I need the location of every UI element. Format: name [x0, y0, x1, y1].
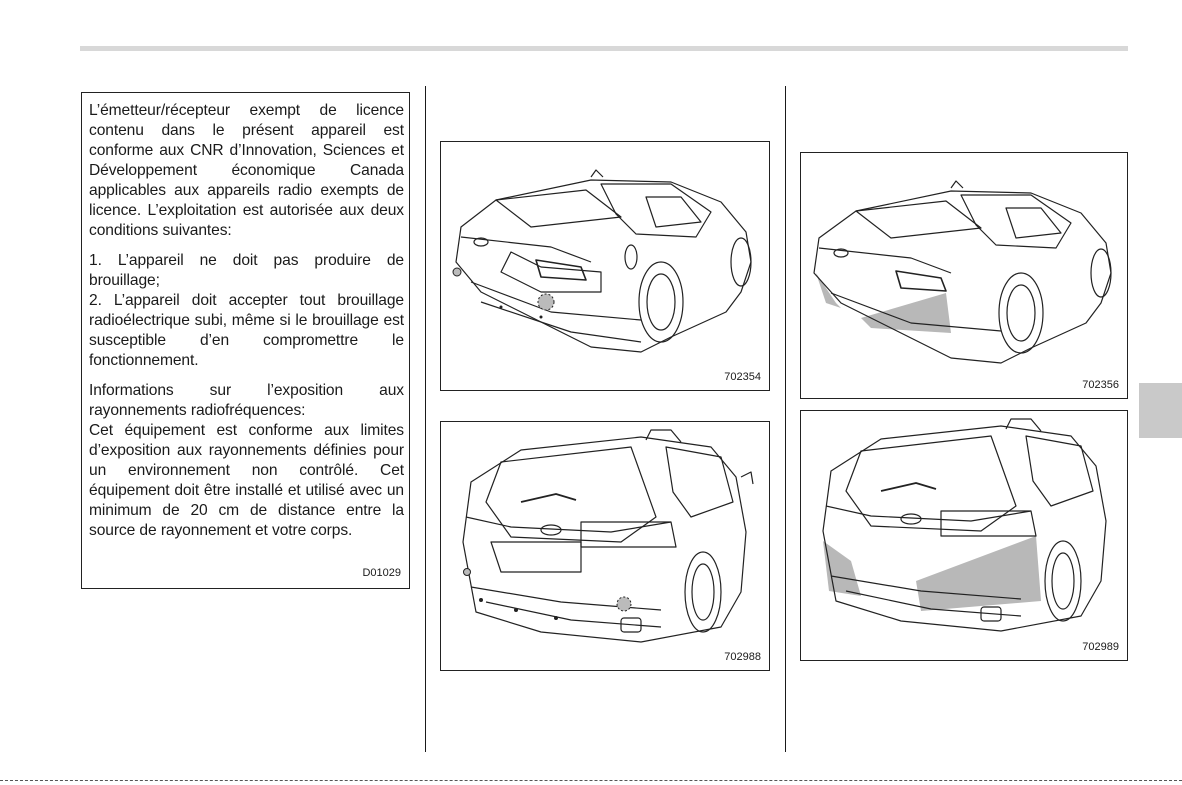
figure-wagon-sensors [440, 421, 770, 671]
column-divider-2 [785, 86, 786, 752]
notice-exposure-text: Cet équipement est conforme aux limites d’exposition aux rayonnements définies pour un environnement non contrôlé. Cet équipement doit être installé et utilisé avec un minimum de 20 cm de distance entre la source de rayonnement et votre corps. [89, 422, 404, 539]
figure-sedan-sensors [440, 141, 770, 391]
figure-code: 702988 [724, 651, 761, 663]
wagon-illustration [441, 422, 771, 672]
chapter-tab [1139, 383, 1182, 438]
top-rule [80, 46, 1128, 51]
notice-code: D01029 [362, 567, 401, 579]
figure-code: 702354 [724, 371, 761, 383]
sedan-zones-illustration [801, 153, 1129, 400]
figure-sedan-zones [800, 152, 1128, 399]
notice-exposure-heading: Informations sur l’exposition aux rayonnements radiofréquences: [89, 382, 404, 419]
sedan-illustration [441, 142, 771, 392]
figure-code: 702356 [1082, 379, 1119, 391]
column-divider-1 [425, 86, 426, 752]
notice-condition-2: 2. L’appareil doit accepter tout brouillage radioélectrique subi, même si le brouillage est susceptible d’en compromettre le fonctionnement. [89, 292, 404, 369]
notice-condition-1: 1. L’appareil ne doit pas produire de brouillage; [89, 252, 404, 289]
figure-code: 702989 [1082, 641, 1119, 653]
bottom-dashed-rule [0, 780, 1182, 781]
notice-paragraph-intro: L’émetteur/récepteur exempt de licence contenu dans le présent appareil est conforme aux CNR d’Innovation, Sciences et Développement économique Canada applicables aux appareils radio exempts de licence. L’exploitation est autorisée aux deux conditions suivantes: [89, 102, 404, 239]
wagon-zones-illustration [801, 411, 1129, 662]
regulatory-notice-box [81, 92, 410, 589]
figure-wagon-zones [800, 410, 1128, 661]
